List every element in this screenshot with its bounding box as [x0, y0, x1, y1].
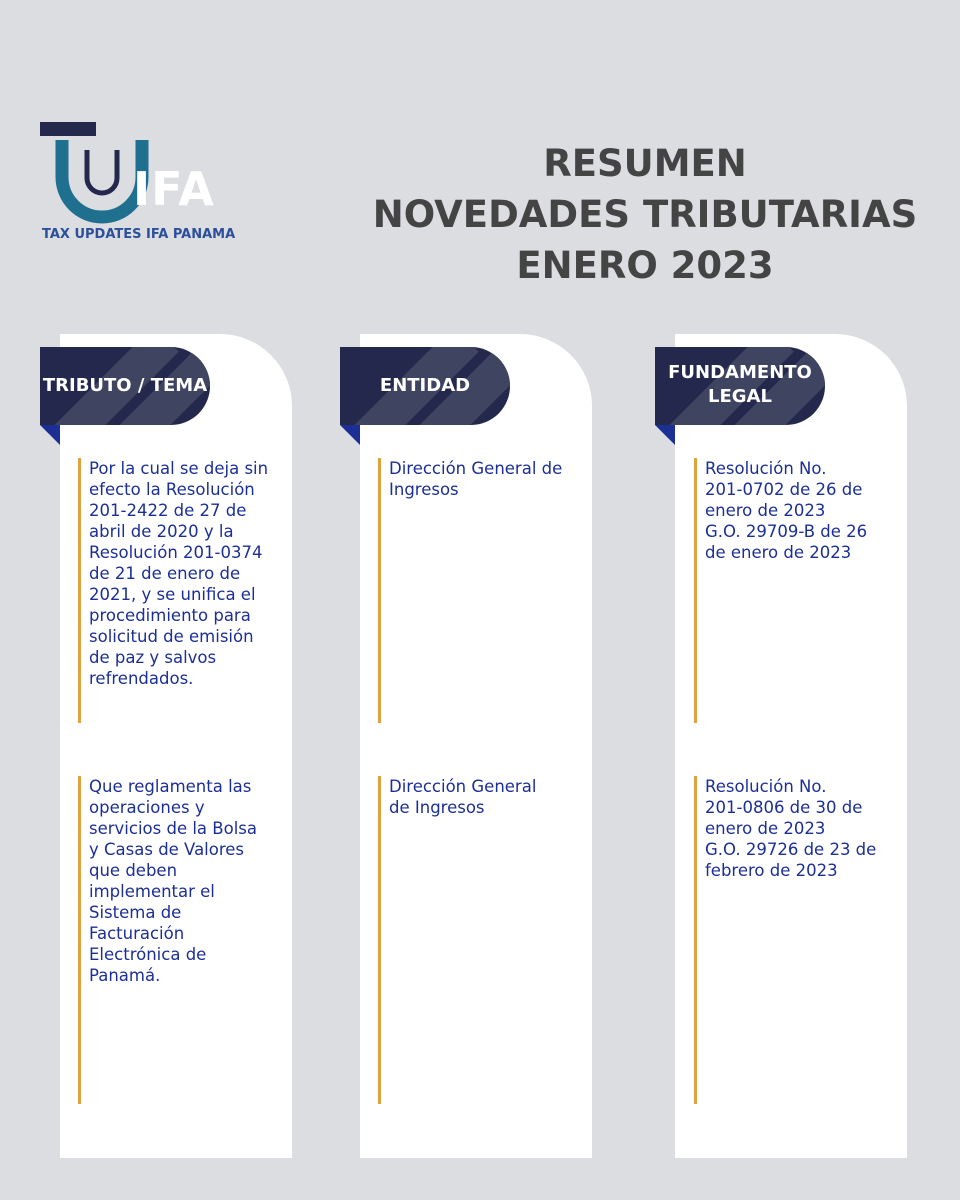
text-line: solicitud de emisión — [89, 627, 254, 646]
text-line: Por la cual se deja sin — [89, 459, 269, 478]
tab-fold — [655, 425, 675, 445]
logo-wordmark: IFA — [133, 162, 215, 216]
text-line: procedimiento para — [89, 606, 251, 625]
tab-fold — [340, 425, 360, 445]
row-1-fundamento — [694, 458, 867, 723]
text-line: Facturación — [89, 924, 185, 943]
header-label: ENTIDAD — [379, 375, 471, 396]
text-line: Sistema de — [89, 903, 182, 922]
text-line: que deben — [89, 861, 178, 880]
text-line: abril de 2020 y la — [89, 522, 234, 541]
text-line: implementar el — [89, 882, 215, 901]
text-line: 201-2422 de 27 de — [89, 501, 247, 520]
text-line: G.O. 29709-B de 26 — [705, 522, 868, 541]
title-line-2: NOVEDADES TRIBUTARIAS — [372, 193, 918, 236]
header-label: TRIBUTO / TEMA — [42, 375, 208, 396]
title-line-3: ENERO 2023 — [516, 244, 774, 287]
text-line: Dirección General — [389, 777, 537, 796]
text-line: de paz y salvos — [89, 648, 217, 667]
text-line: 2021, y se unifica el — [89, 585, 256, 604]
text-line: de 21 de enero de — [89, 564, 241, 583]
text-line: y Casas de Valores — [89, 840, 245, 859]
text-line: de enero de 2023 — [705, 543, 852, 562]
text-line: de Ingresos — [389, 798, 485, 817]
text-line: Dirección General de — [389, 459, 563, 478]
header-label-line-2: LEGAL — [708, 386, 772, 407]
text-line: enero de 2023 — [705, 501, 826, 520]
text-line: G.O. 29726 de 23 de — [705, 840, 877, 859]
logo-caption: TAX UPDATES IFA PANAMA — [42, 227, 236, 242]
header-label-line-1: FUNDAMENTO — [668, 362, 812, 383]
text-line: operaciones y — [89, 798, 205, 817]
row-1-entidad — [378, 458, 562, 723]
row-1-tema — [78, 458, 268, 723]
text-line: 201-0702 de 26 de — [705, 480, 863, 499]
text-line: Que reglamenta las — [89, 777, 252, 796]
header-tab-fundamento — [655, 347, 825, 425]
row-2-tema — [78, 776, 257, 1104]
text-line: 201-0806 de 30 de — [705, 798, 863, 817]
text-line: Resolución 201-0374 — [89, 543, 263, 562]
text-line: servicios de la Bolsa — [89, 819, 257, 838]
header-tab-entidad — [340, 347, 510, 425]
header-tab-tema — [40, 347, 210, 425]
ifa-logo — [40, 122, 240, 252]
row-2-fundamento — [694, 776, 876, 1104]
text-line: Resolución No. — [705, 459, 827, 478]
text-line: refrendados. — [89, 669, 194, 688]
text-line: Panamá. — [89, 966, 161, 985]
page-title — [340, 138, 950, 291]
header-label — [668, 361, 812, 409]
tab-fold — [40, 425, 60, 445]
text-line: enero de 2023 — [705, 819, 826, 838]
text-line: Electrónica de — [89, 945, 207, 964]
title-line-1: RESUMEN — [543, 142, 747, 185]
text-line: Ingresos — [389, 480, 459, 499]
row-2-entidad — [378, 776, 536, 1104]
text-line: febrero de 2023 — [705, 861, 838, 880]
text-line: efecto la Resolución — [89, 480, 255, 499]
text-line: Resolución No. — [705, 777, 827, 796]
